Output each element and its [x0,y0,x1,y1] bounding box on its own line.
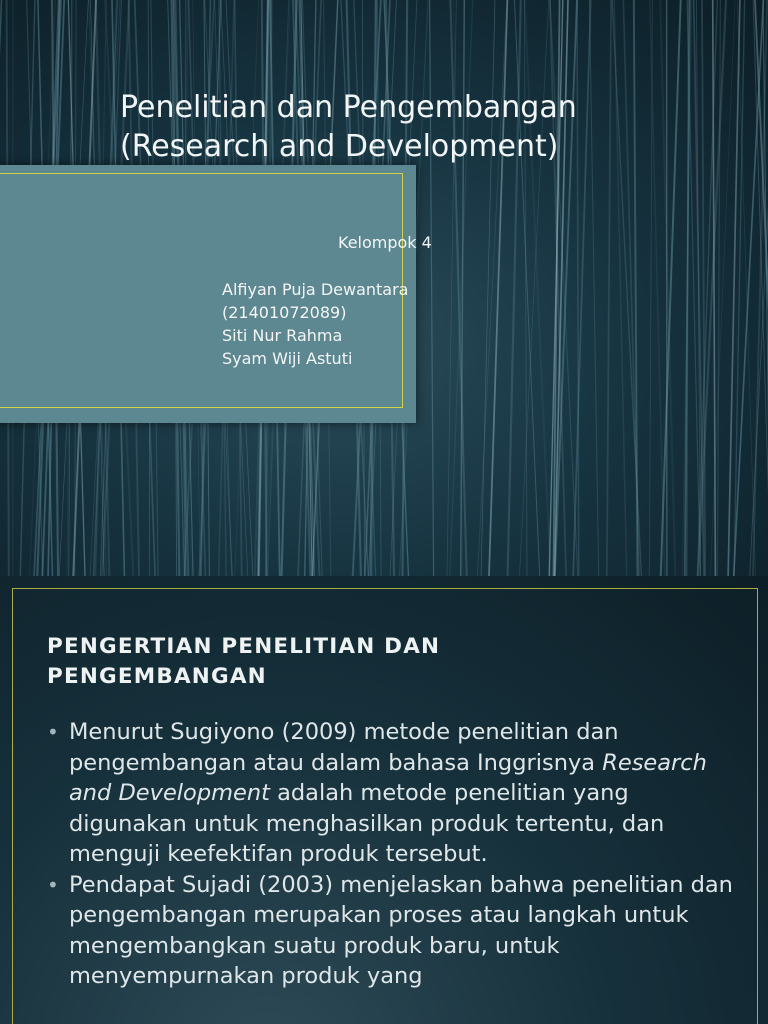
group-name: Kelompok 4 [338,233,432,252]
slide-title [120,88,680,166]
heading-line-2: PENGEMBANGAN [47,664,267,689]
member-line: Alfiyan Puja Dewantara [222,280,409,299]
bullet-item [47,717,737,870]
bullet-italic-text: Research and Development [69,749,707,806]
bullet-text: adalah metode penelitian yang digunakan untuk menghasilkan produk tertentu, dan menguji keefektifan produk tersebut. [69,780,665,867]
title-line-2: (Research and Development) [120,129,559,164]
bullet-item: • Pendapat Sujadi (2003) menjelaskan bahwa penelitian dan pengembangan merupakan proses atau langkah untuk mengembangkan suatu produk baru, untuk menyempurnakan produk yang [47,870,737,992]
member-line: Syam Wiji Astuti [222,349,353,368]
member-line: (21401072089) [222,303,347,322]
heading-line-1: PENGERTIAN PENELITIAN DAN [47,634,441,659]
member-list [222,278,408,370]
member-line: Siti Nur Rahma [222,326,343,345]
title-line-1: Penelitian dan Pengembangan [120,90,577,125]
bullet-list [47,717,737,992]
content-slide [0,576,768,1024]
slide-heading [47,632,440,692]
bullet-text: Menurut Sugiyono (2009) metode penelitian dan pengembangan atau dalam bahasa Inggrisnya [69,719,619,776]
